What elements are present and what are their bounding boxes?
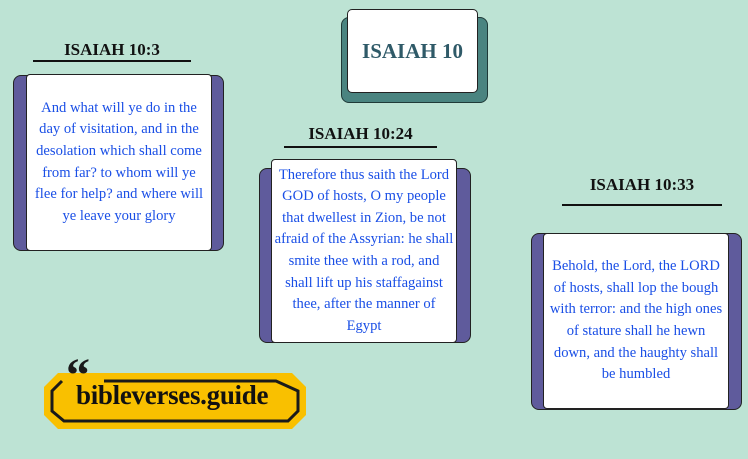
verse-text: Therefore thus saith the Lord GOD of hosts, O my people that dwellest in Zion, be not afraid of the Assyrian: he shall smite thee with a rod, and shall lift up his staffagainst thee, after the manner of Egypt xyxy=(274,166,454,334)
page-title: ISAIAH 10 xyxy=(362,38,463,63)
verse-heading: ISAIAH 10:33 xyxy=(589,175,695,194)
heading-underline xyxy=(562,204,722,206)
quote-icon: “ xyxy=(66,349,90,402)
verse-text: Behold, the Lord, the LORD of hosts, shall lop the bough with terror: and the high ones of stature shall he hewn down, and the haughty shall be humbled xyxy=(549,258,723,383)
page-title-card xyxy=(347,9,478,93)
verse-card xyxy=(26,74,212,251)
site-logo-text[interactable]: bibleverses.guide xyxy=(76,380,269,410)
heading-underline xyxy=(284,146,437,148)
verse-heading: ISAIAH 10:24 xyxy=(308,124,413,143)
heading-underline xyxy=(33,60,191,62)
verse-heading: ISAIAH 10:3 xyxy=(64,40,160,59)
verse-card xyxy=(271,159,457,343)
verse-text: And what will ye do in the day of visitation, and in the desolation which shall come from far? to whom will ye flee for help? and where will ye leave your glory xyxy=(34,99,204,224)
verse-card xyxy=(543,233,729,409)
